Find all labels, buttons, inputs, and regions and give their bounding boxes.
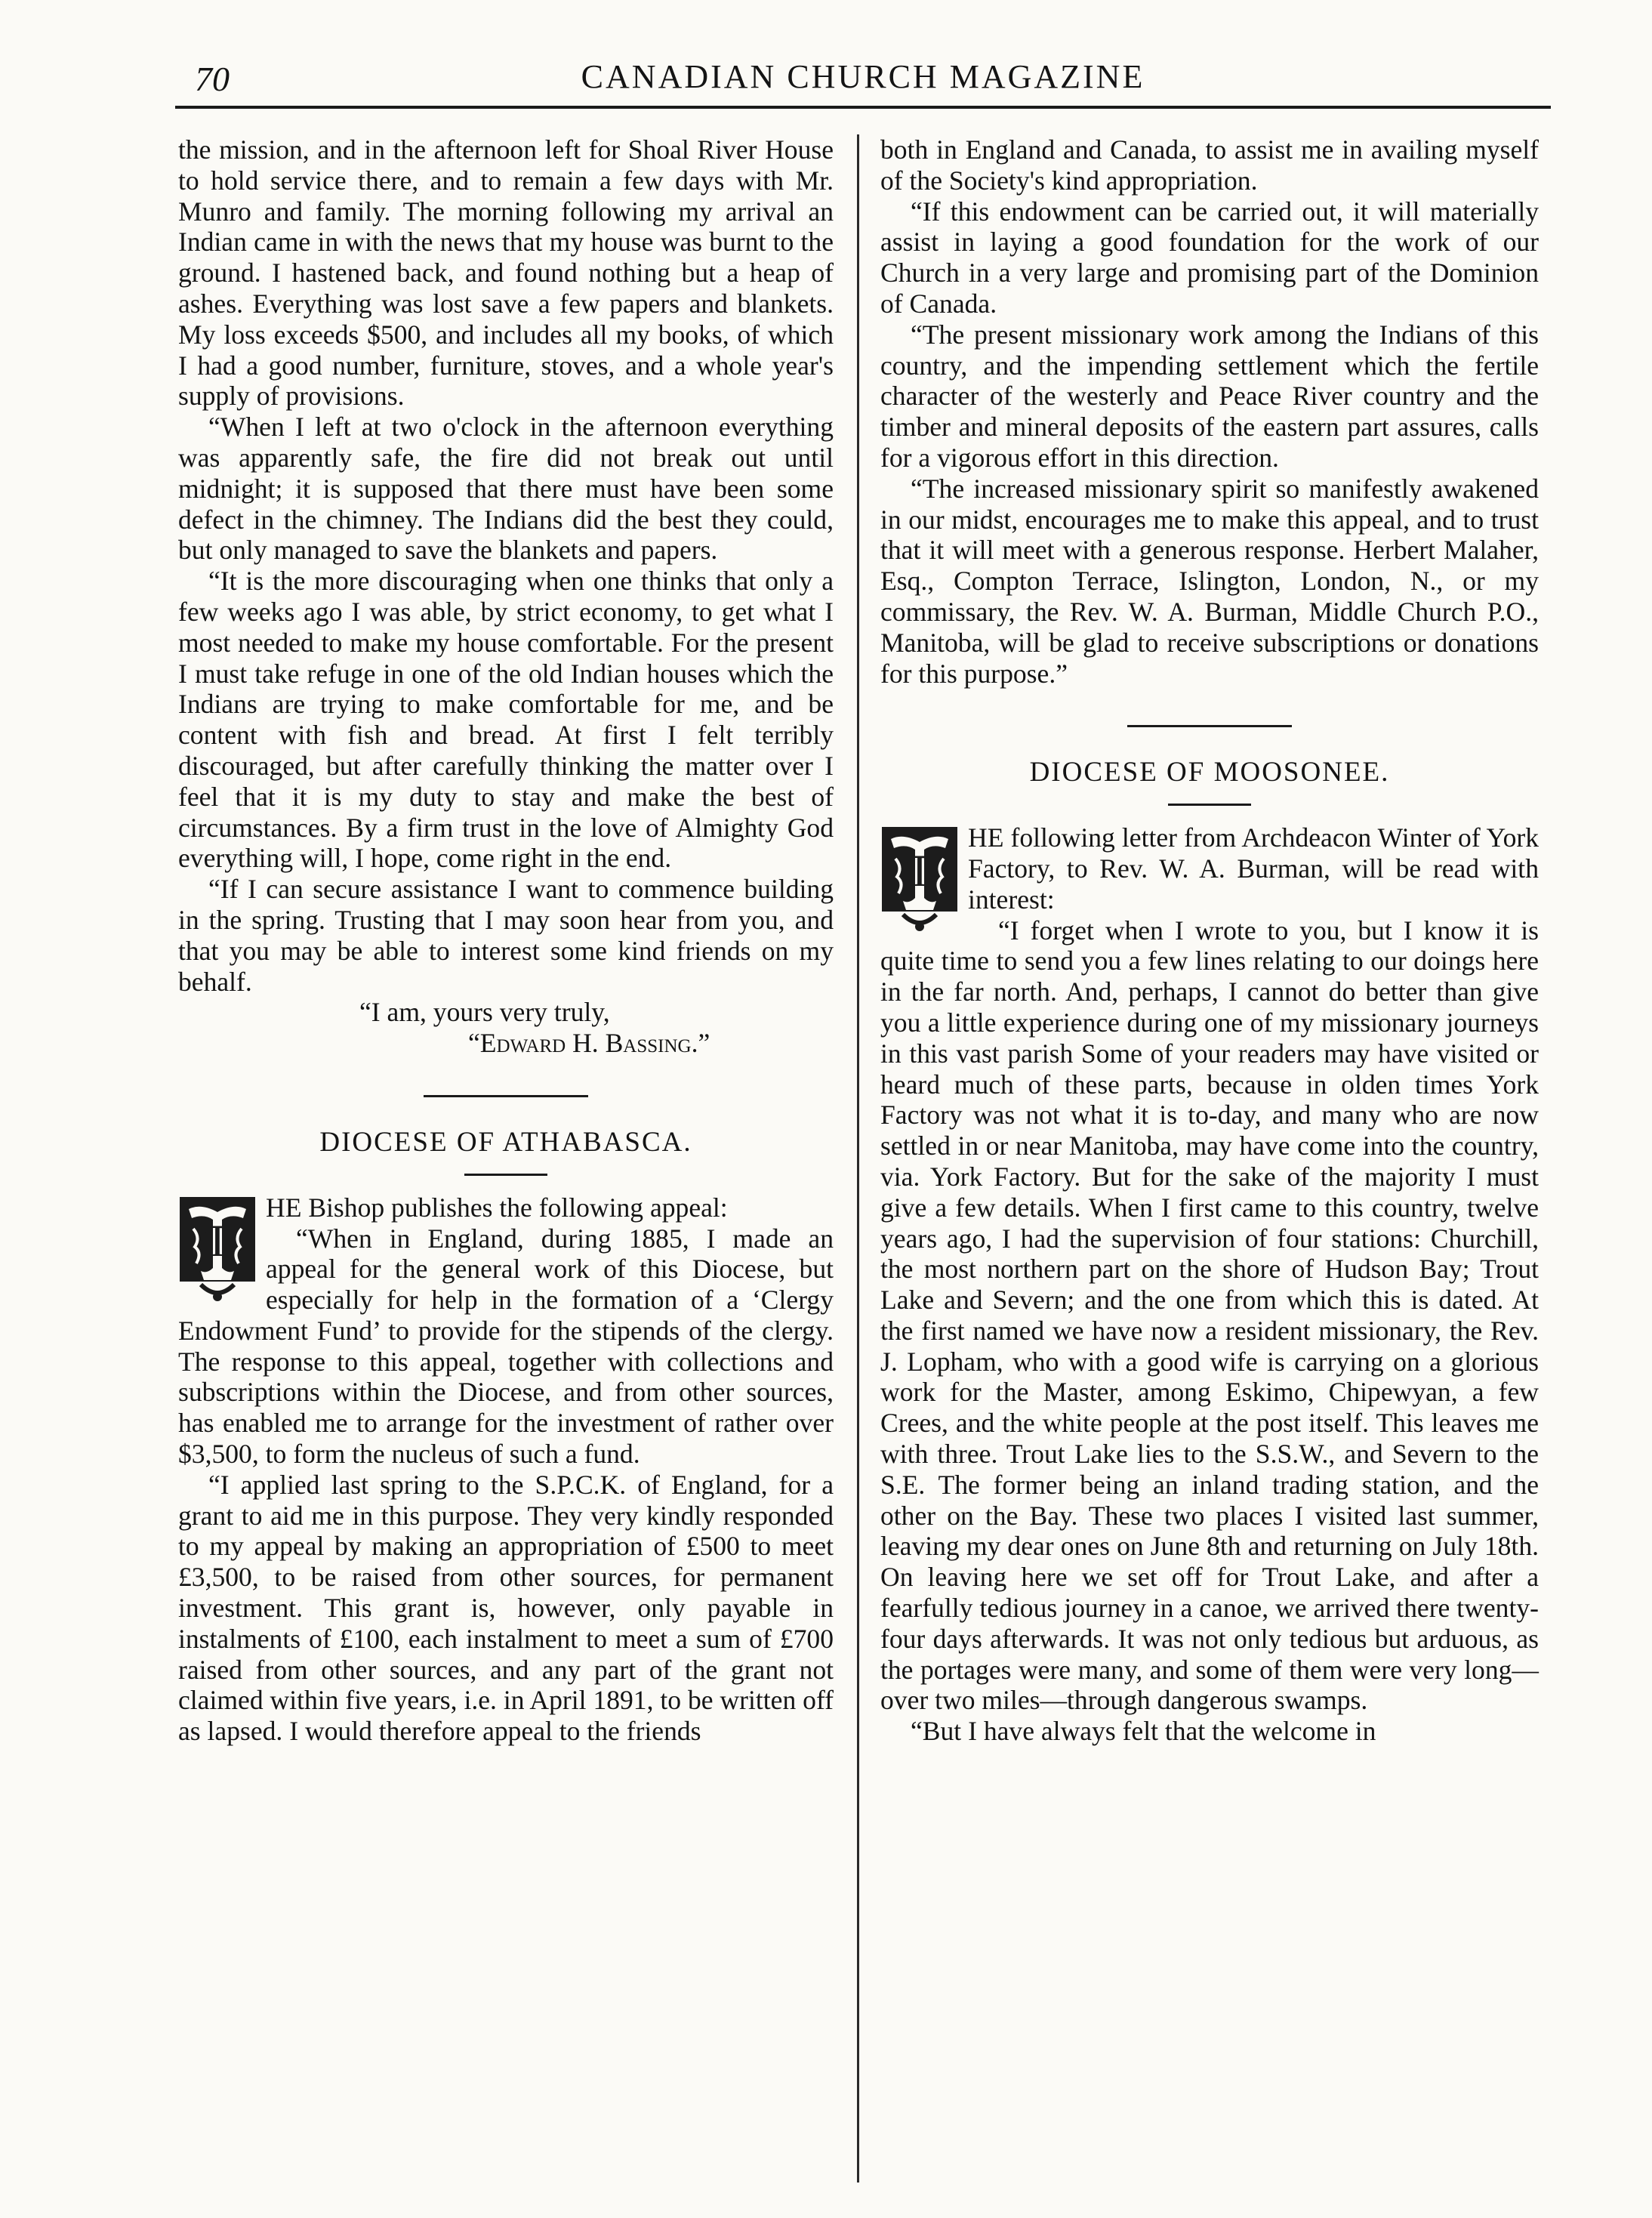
signature: “Edward H. Bassing.”	[468, 1028, 710, 1059]
right-column	[880, 134, 1539, 1747]
section-heading-moosonee: DIOCESE OF MOOSONEE.	[1029, 757, 1390, 788]
section-heading-athabasca: DIOCESE OF ATHABASCA.	[319, 1126, 692, 1158]
dropcap-letter: T	[203, 1215, 232, 1266]
moosonee-intro: HE following letter from Archdeacon Winter of York Factory, to Rev. W. A. Burman, will be read with interest:	[968, 822, 1539, 915]
moosonee-paragraph: “But I have always felt that the welcome in	[911, 1716, 1376, 1747]
page-number: 70	[195, 60, 230, 98]
page-header	[175, 45, 1551, 106]
letter-paragraph: “It is the more discouraging when one thinks that only a few weeks ago I was able, by strict economy, to get what I most needed to make my house comfortable. For the present I must take refuge in one of the old Indian houses which the Indians are trying to make comfortable for me, and be content with fish and bread. At first I felt terribly discouraged, but after carefully thinking the matter over I feel that it is my duty to stay and make the best of circumstances. By a firm trust in the love of Almighty God everything will, I hope, come right in the end.	[178, 566, 834, 874]
athabasca-paragraph: “The present missionary work among the Indians of this country, and the impending settlement which the fertile character of the westerly and Peace River country and the timber and mineral deposits of the eastern part assures, calls for a vigorous effort in this direction.	[880, 319, 1539, 473]
moosonee-paragraph: “I forget when I wrote to you, but I know it is quite time to send you a few lines relating to our doings here in the far north. And, perhaps, I cannot do better than give you a little experience during one of my missionary journeys in this vast parish Some of your readers may have visited or heard much of these parts, because in olden times York Factory was not what it is to-day, and many who are now settled in or near Manitoba, may have come into the country, via. York Factory. But for the sake of the majority I must give a few details. When I first came to this country, twelve years ago, I had the supervision of four stations: Churchill, the most northern part on the shore of Hudson Bay; Trout Lake and Severn; and the one from which this is dated. At the first named we have now a resident missionary, the Rev. J. Lopham, who with a good wife is carrying on a glorious work for the Master, among Eskimo, Chipewyan, a few Crees, and the white people at the post itself. This leaves me with three. Trout Lake lies to the S.S.W., and Severn to the S.E. The former being an inland trading station, and the other on the Bay. These two places I visited last summer, leaving my dear ones on June 8th and returning on July 18th. On leaving here we set off for Trout Lake, and after a fearfully tedious journey in a canoe, we arrived there twenty-four days afterwards. It was not only tedious but arduous, as the portages were many, and some of them were very long—over two miles—through dangerous swamps.	[880, 915, 1539, 1716]
heading-rule	[464, 1174, 547, 1176]
column-divider	[857, 134, 859, 2183]
athabasca-paragraph: “I applied last spring to the S.P.C.K. of England, for a grant to aid me in this purpose. They very kindly responded to my appeal by making an appropriation of £500 to meet £3,500, to be raised from other sources, for permanent investment. This grant is, however, only payable in instalments of £100, each instalment to meet a sum of £700 raised from other sources, and any part of the grant not claimed within five years, i.e. in April 1891, to be written off as lapsed. I would therefore appeal to the friends	[178, 1469, 834, 1747]
left-column	[178, 134, 834, 1747]
magazine-title: CANADIAN CHURCH MAGAZINE	[581, 58, 1145, 95]
heading-rule	[1168, 804, 1251, 806]
closing-salutation: “I am, yours very truly,	[359, 997, 610, 1028]
section-separator	[424, 1095, 588, 1097]
ornamental-dropcap	[880, 825, 959, 936]
athabasca-paragraph: “If this endowment can be carried out, it will materially assist in laying a good foundation for the work of our Church in a very large and promising part of the Dominion of Canada.	[880, 196, 1539, 319]
letter-paragraph: “When I left at two o'clock in the afternoon everything was apparently safe, the fire did not break out until midnight; it is supposed that there must have been some defect in the chimney. The Indians did the best they could, but only managed to save the blankets and papers.	[178, 412, 834, 566]
dropcap-letter: T	[905, 846, 934, 896]
ornamental-dropcap	[178, 1195, 257, 1306]
letter-paragraph: “If I can secure assistance I want to commence building in the spring. Trusting that I may soon hear from you, and that you may be able to interest some kind friends on my behalf.	[178, 874, 834, 997]
letter-paragraph: the mission, and in the afternoon left for Shoal River House to hold service there, and to remain a few days with Mr. Munro and family. The morning following my arrival an Indian came in with the news that my house was burnt to the ground. I hastened back, and found nothing but a heap of ashes. Everything was lost save a few papers and blankets. My loss exceeds $500, and includes all my books, of which I had a good number, furniture, stoves, and a whole year's supply of provisions.	[178, 134, 834, 412]
section-separator	[1127, 725, 1292, 727]
athabasca-paragraph: “The increased missionary spirit so manifestly awakened in our midst, encourages me to make this appeal, and to trust that it will meet with a generous response. Herbert Malaher, Esq., Compton Terrace, Islington, London, N., or my commissary, the Rev. W. A. Burman, Middle Church P.O., Manitoba, will be glad to receive subscriptions or donations for this purpose.”	[880, 473, 1539, 689]
athabasca-paragraph: “When in England, during 1885, I made an appeal for the general work of this Diocese, but especially for help in the formation of a ‘Clergy Endowment Fund’ to provide for the stipends of the clergy. The response to this appeal, together with collections and subscriptions within the Diocese, and from other sources, has enabled me to arrange for the investment of rather over $3,500, to form the nucleus of such a fund.	[178, 1223, 834, 1470]
athabasca-intro: HE Bishop publishes the following appeal:	[266, 1192, 728, 1223]
header-rule	[175, 106, 1551, 109]
athabasca-paragraph: both in England and Canada, to assist me in availing myself of the Society's kind appropriation.	[880, 134, 1539, 196]
